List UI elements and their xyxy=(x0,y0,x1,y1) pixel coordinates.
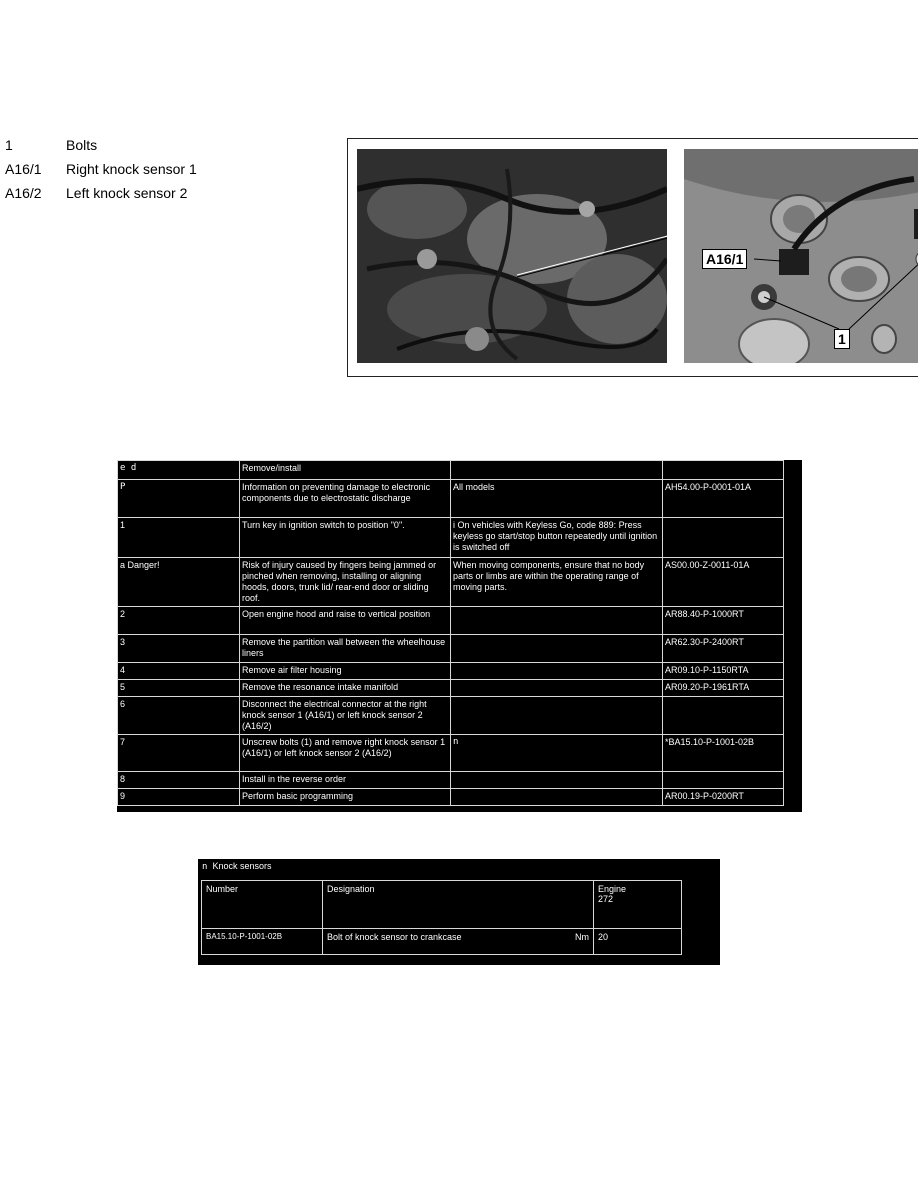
table-row xyxy=(118,735,784,772)
step-cell: a Danger! xyxy=(118,558,240,607)
reference-cell: AR09.10-P-1150RTA xyxy=(663,663,784,680)
note-cell xyxy=(451,697,663,735)
table-row xyxy=(118,680,784,697)
step-cell: 7 xyxy=(118,735,240,772)
reference-cell: AS00.00-Z-0011-01A xyxy=(663,558,784,607)
torque-spec-table xyxy=(198,859,720,965)
callout-a16-1: A16/1 xyxy=(702,249,747,269)
step-cell: 5 xyxy=(118,680,240,697)
operation-cell: Unscrew bolts (1) and remove right knock sensor 1 (A16/1) or left knock sensor 2 (A16/2) xyxy=(240,735,451,772)
table-row xyxy=(118,607,784,635)
step-cell: 4 xyxy=(118,663,240,680)
table-row xyxy=(118,635,784,663)
header-engine-model: 272 xyxy=(598,894,614,904)
engine-bay-illustration xyxy=(357,149,667,363)
reference-cell: *BA15.10-P-1001-02B xyxy=(663,735,784,772)
table-header-row xyxy=(202,881,682,929)
torque-icon: n xyxy=(202,862,208,872)
operation-cell: Remove air filter housing xyxy=(240,663,451,680)
note-cell xyxy=(451,663,663,680)
header-engine xyxy=(594,881,682,929)
note-cell: All models xyxy=(451,480,663,518)
reference-cell: AR88.40-P-1000RT xyxy=(663,607,784,635)
torque-title-text: Knock sensors xyxy=(212,861,272,871)
reference-cell: AR00.19-P-0200RT xyxy=(663,789,784,806)
operation-cell: Install in the reverse order xyxy=(240,772,451,789)
table-row xyxy=(118,697,784,735)
legend-code: 1 xyxy=(5,137,13,153)
note-cell xyxy=(451,680,663,697)
operation-cell: Disconnect the electrical connector at the right knock sensor 1 (A16/1) or left knock sensor 2 (A16/2) xyxy=(240,697,451,735)
reference-cell: AR09.20-P-1961RTA xyxy=(663,680,784,697)
table-row xyxy=(118,772,784,789)
note-cell xyxy=(451,789,663,806)
table-row xyxy=(118,663,784,680)
reference-cell: AR62.30-P-2400RT xyxy=(663,635,784,663)
step-cell: 3 xyxy=(118,635,240,663)
operation-cell: Risk of injury caused by fingers being jammed or pinched when removing, installing or aligning hoods, doors, trunk lid/ rear-end door or sliding roof. xyxy=(240,558,451,607)
step-cell: 6 xyxy=(118,697,240,735)
table-row xyxy=(202,929,682,955)
torque-designation: Bolt of knock sensor to crankcase xyxy=(327,932,462,942)
legend-code: A16/2 xyxy=(5,185,42,201)
step-cell: e d xyxy=(118,461,240,480)
operation-cell: Turn key in ignition switch to position "0". xyxy=(240,518,451,558)
operation-cell: Remove/install xyxy=(240,461,451,480)
engine-figure xyxy=(347,138,918,377)
step-cell: 9 xyxy=(118,789,240,806)
reference-cell: AH54.00-P-0001-01A xyxy=(663,480,784,518)
operation-cell: Remove the resonance intake manifold xyxy=(240,680,451,697)
legend-code: A16/1 xyxy=(5,161,42,177)
torque-unit: Nm xyxy=(575,932,589,942)
header-number: Number xyxy=(202,881,323,929)
note-cell: i On vehicles with Keyless Go, code 889: Press keyless go start/stop button repeatedly until ignition is switched off xyxy=(451,518,663,558)
legend-label: Right knock sensor 1 xyxy=(66,161,197,177)
reference-cell xyxy=(663,518,784,558)
legend-label: Left knock sensor 2 xyxy=(66,185,188,201)
header-engine-label: Engine xyxy=(598,884,627,894)
operation-cell: Information on preventing damage to electronic components due to electrostatic discharge xyxy=(240,480,451,518)
procedure-table xyxy=(117,460,802,812)
legend-item xyxy=(5,133,197,157)
note-cell xyxy=(451,635,663,663)
table-row xyxy=(118,518,784,558)
figure-legend xyxy=(5,133,197,205)
note-cell xyxy=(451,772,663,789)
step-cell: 8 xyxy=(118,772,240,789)
callout-bolt-1: 1 xyxy=(834,329,850,349)
step-cell: 2 xyxy=(118,607,240,635)
reference-cell xyxy=(663,697,784,735)
header-designation: Designation xyxy=(323,881,594,929)
step-cell: 1 xyxy=(118,518,240,558)
operation-cell: Remove the partition wall between the wheelhouse liners xyxy=(240,635,451,663)
torque-designation-cell xyxy=(323,929,594,955)
torque-value-cell: 20 xyxy=(594,929,682,955)
reference-cell xyxy=(663,461,784,480)
note-cell xyxy=(451,607,663,635)
note-cell: n xyxy=(451,735,663,772)
table-row xyxy=(118,789,784,806)
step-cell: P xyxy=(118,480,240,518)
note-cell: When moving components, ensure that no body parts or limbs are within the operating range of moving parts. xyxy=(451,558,663,607)
legend-item xyxy=(5,157,197,181)
knock-sensor-closeup-photo xyxy=(684,149,918,363)
operation-cell: Open engine hood and raise to vertical position xyxy=(240,607,451,635)
table-row xyxy=(118,461,784,480)
operation-cell: Perform basic programming xyxy=(240,789,451,806)
table-row xyxy=(118,558,784,607)
reference-cell xyxy=(663,772,784,789)
note-cell xyxy=(451,461,663,480)
engine-bay-photo xyxy=(357,149,667,363)
torque-number-cell: BA15.10-P-1001-02B xyxy=(202,929,323,955)
legend-item xyxy=(5,181,197,205)
table-row xyxy=(118,480,784,518)
torque-title xyxy=(202,861,271,872)
legend-label: Bolts xyxy=(66,137,98,153)
